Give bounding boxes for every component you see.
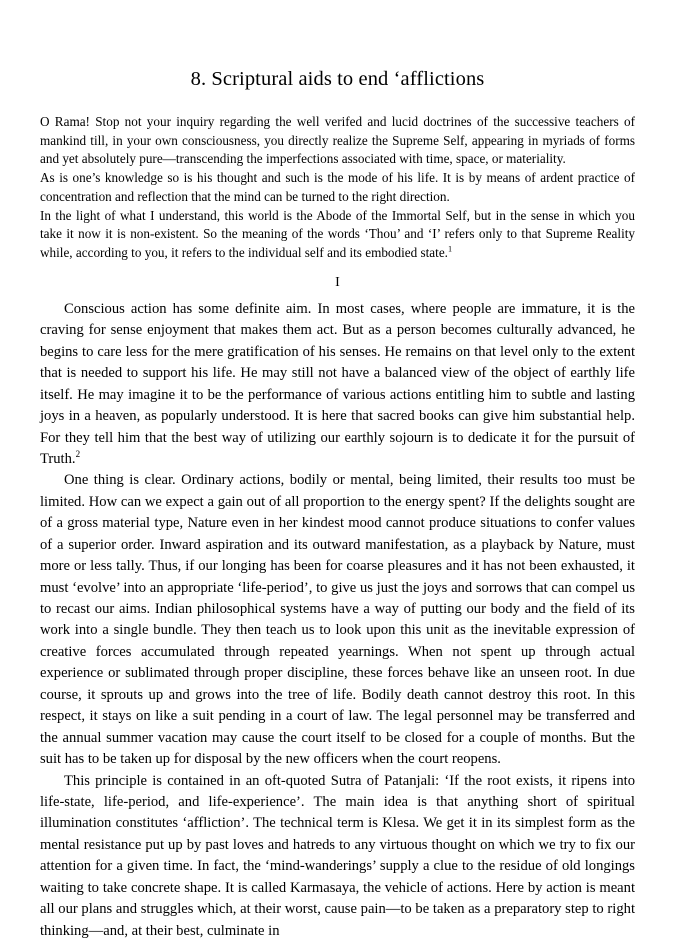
body-paragraph-1-text: Conscious action has some definite aim. In most cases, where people are immature, it is the craving for sense enjoyment that makes them act. But as a person becomes culturally advanced, he begins to care less for the mere gratification of his senses. He remains on that level only to the extent that is needed to support his life. He may still not have a balanced view of the object of earthly life itself. He may imagine it to be the performance of various actions entitling him to subtle and lasting joys in a heaven, as popularly understood. It is here that sacred books can give him substantial help. For they tell him that the best way of utilizing our earthly sojourn is to dedicate it for the pursuit of Truth. [40,301,635,467]
body-paragraph-1 [40,299,635,471]
footnote-marker-2: 2 [76,449,81,459]
body-paragraph-2: One thing is clear. Ordinary actions, bodily or mental, being limited, their results too must be limited. How can we expect a gain out of all proportion to the energy spent? If the delights sought are of a gross material type, Nature even in her kindest mood cannot produce situations to confer values of a superior order. Inward aspiration and its outward manifestation, as a playback by Nature, must more or less tally. Thus, if our longing has been for coarse pleasures and it has not been exhausted, it must ‘evolve’ into an appropriate ‘life-period’, to give us just the joys and sorrows that can compel us to recast our aims. Indian philosophical systems have a way of putting our body and the field of its work into a single bundle. They then teach us to look upon this unit as the inevitable expression of creative forces accumulated through repeated yearnings. When not spent up through actual experience or sublimated through proper discipline, these forces behave like an unseen root. In due course, it sprouts up and grows into the tree of life. Bodily death cannot destroy this root. In this respect, it stays on like a suit pending in a court of law. The legal personnel may be transferred and the annual summer vacation may cause the court itself to be closed for a couple of months. But the suit has to be taken up for disposal by the new officers when the court reopens. [40,470,635,770]
body-block [40,299,635,942]
section-marker: I [38,275,637,291]
body-paragraph-3: This principle is contained in an oft-quoted Sutra of Patanjali: ‘If the root exists, it ripens into life-state, life-period, and life-experience’. The main idea is that anything short of spiritual illumination constitutes ‘affliction’. The technical term is Klesa. We get it in its simplest form as the mental resistance put up by past loves and hatreds to any virtuous thought on which we try to fix our attention for a given time. In fact, the ‘mind-wanderings’ supply a clue to the residue of old longings waiting to take concrete shape. It is called Karmasaya, the vehicle of actions. Here by action is meant all our plans and struggles which, at their worst, cause pain—to be taken as a preparatory step to right thinking—and, at their best, culminate in [40,771,635,942]
intro-block [40,113,635,263]
footnote-marker-1: 1 [448,245,452,254]
intro-paragraph-2: As is one’s knowledge so is his thought and such is the mode of his life. It is by means of ardent practice of concentration and reflection that the mind can be turned to the right direction. [40,169,635,206]
intro-paragraph-3 [40,207,635,263]
page-title: 8. Scriptural aids to end ‘afflictions [38,68,637,91]
intro-paragraph-1: O Rama! Stop not your inquiry regarding the well verifed and lucid doctrines of the successive teachers of mankind till, in your own consciousness, you directly realize the Supreme Self, appearing in myriads of forms and yet absolutely pure—transcending the imperfections associated with time, space, or materiality. [40,113,635,169]
intro-paragraph-3-text: In the light of what I understand, this world is the Abode of the Immortal Self, but in the sense in which you take it now it is non-existent. So the meaning of the words ‘Thou’ and ‘I’ refers only to that Supreme Reality while, according to you, it refers to the individual self and its embodied state. [40,208,635,260]
